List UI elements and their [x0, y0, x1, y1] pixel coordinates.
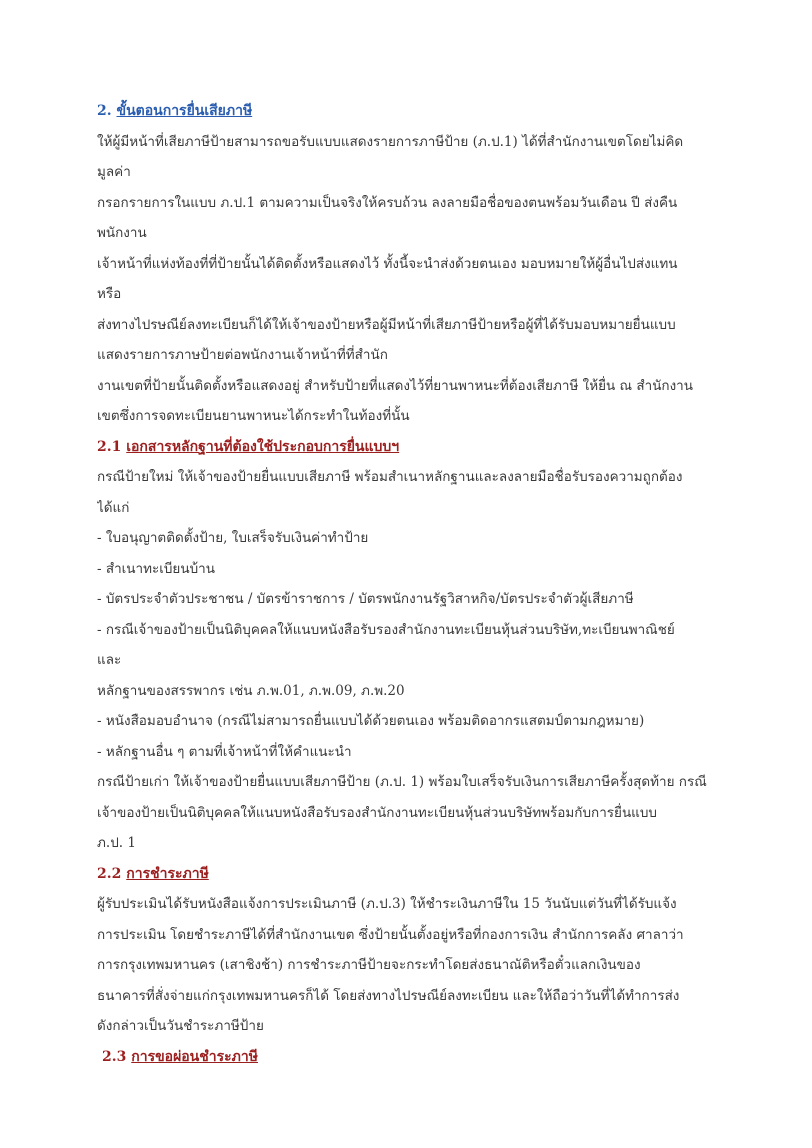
- section-2-line: ให้ผู้มีหน้าที่เสียภาษีป้ายสามารถขอรับแบบแสดงรายการภาษีป้าย (ภ.ป.1) ได้ที่สำนักงานเขตโดยไม่คิด: [97, 133, 684, 150]
- section-2-line: กรอกรายการในแบบ ภ.ป.1 ตามความเป็นจริงให้ครบถ้วน ลงลายมือชื่อของตนพร้อมวันเดือน ปี ส่งคืน: [97, 194, 678, 211]
- section-2-1-number: 2.1: [97, 438, 122, 455]
- section-2-1-line: ภ.ป. 1: [97, 835, 136, 851]
- section-2-line: พนักงาน: [97, 225, 147, 241]
- section-2-2-number: 2.2: [97, 865, 122, 882]
- section-2-1-line: และ: [97, 652, 122, 668]
- section-2-2-line: ดังกล่าวเป็นวันชำระภาษีป้าย: [97, 1018, 264, 1034]
- section-2-line: หรือ: [97, 286, 122, 302]
- section-2-1-title: เอกสารหลักฐานที่ต้องใช้ประกอบการยื่นแบบฯ: [126, 438, 400, 455]
- section-2-line: งานเขตที่ป้ายนั้นติดตั้งหรือแสดงอยู่ สำหรับป้ายที่แสดงไว้ที่ยานพาหนะที่ต้องเสียภาษี ให้ยื่น ณ สำนักงาน: [97, 377, 693, 394]
- section-2-1-list-item: - กรณีเจ้าของป้ายเป็นนิติบุคคลให้แนบหนังสือรับรองสำนักงานทะเบียนหุ้นส่วนบริษัท,ทะเบียนพาณิชย์: [97, 621, 675, 638]
- section-2-line: เขตซึ่งการจดทะเบียนยานพาหนะได้กระทำในท้องที่นั้น: [97, 408, 410, 424]
- section-2-1-line: กรณีป้ายเก่า ให้เจ้าของป้ายยื่นแบบเสียภาษีป้าย (ภ.ป. 1) พร้อมใบเสร็จรับเงินการเสียภาษีครั้งสุดท้าย กรณี: [97, 774, 707, 790]
- section-2-1-line: เจ้าของป้ายเป็นนิติบุคคลให้แนบหนังสือรับรองสำนักงานทะเบียนหุ้นส่วนบริษัทพร้อมกับการยื่นแบบ: [97, 804, 658, 821]
- section-2-title: ขั้นตอนการยื่นเสียภาษี: [116, 103, 253, 119]
- section-2-1-line: หลักฐานของสรรพากร เช่น ภ.พ.01, ภ.พ.09, ภ.พ.20: [97, 682, 405, 699]
- section-2-heading: [97, 96, 737, 127]
- section-2-number: 2.: [97, 103, 112, 119]
- section-2-line: มูลค่า: [97, 164, 131, 180]
- section-2-1-list-item: - สำเนาทะเบียนบ้าน: [97, 560, 215, 577]
- section-2-1-list-item: - หนังสือมอบอำนาจ (กรณีไม่สามารถยื่นแบบได้ด้วยตนเอง พร้อมติดอากรแสตมป์ตามกฎหมาย): [97, 713, 645, 729]
- section-2-2-line: การกรุงเทพมหานคร (เสาชิงช้า) การชำระภาษีป้ายจะกระทำโดยส่งธนาณัติหรือตั๋วแลกเงินของ: [97, 957, 641, 973]
- section-2-1-list-item: - ใบอนุญาตติดตั้งป้าย, ใบเสร็จรับเงินค่าทำป้าย: [97, 530, 369, 546]
- section-2-line: แสดงรายการภาษป้ายต่อพนักงานเจ้าหน้าที่ที่สำนัก: [97, 347, 388, 363]
- section-2-1-line: ได้แก่: [97, 499, 130, 516]
- section-2-1-heading: [97, 432, 737, 463]
- section-2-2-heading: [97, 859, 737, 890]
- section-2-2-line: การประเมิน โดยชำระภาษีได้ที่สำนักงานเขต ซึ่งป้ายนั้นตั้งอยู่หรือที่กองการเงิน สำนักการคลัง ศาลาว่า: [97, 926, 684, 943]
- section-2-3-heading: [97, 1042, 737, 1073]
- section-2-line: เจ้าหน้าที่แห่งท้องที่ที่ป้ายนั้นได้ติดตั้งหรือแสดงไว้ ทั้งนี้จะนำส่งด้วยตนเอง มอบหมายให้ผู้อื่นไปส่งแทน: [97, 255, 678, 272]
- section-2-2-line: ธนาคารที่สั่งจ่ายแก่กรุงเทพมหานครก็ได้ โดยส่งทางไปรษณีย์ลงทะเบียน และให้ถือว่าวันที่ได้ทำการส่ง: [97, 987, 680, 1004]
- section-2-3-title: การขอผ่อนชำระภาษี: [131, 1048, 258, 1065]
- section-2-1-list-item: - บัตรประจำตัวประชาชน / บัตรข้าราชการ / บัตรพนักงานรัฐวิสาหกิจ/บัตรประจำตัวผู้เสียภาษี: [97, 591, 634, 607]
- section-2-3-number: 2.3: [102, 1048, 127, 1065]
- section-2-1-line: กรณีป้ายใหม่ ให้เจ้าของป้ายยื่นแบบเสียภาษี พร้อมสำเนาหลักฐานและลงลายมือชื่อรับรองความถูกต้อง: [97, 469, 683, 485]
- section-2-line: ส่งทางไปรษณีย์ลงทะเบียนก็ได้ให้เจ้าของป้ายหรือผู้มีหน้าที่เสียภาษีป้ายหรือผู้ที่ได้รับมอบหมายยื่นแบบ: [97, 316, 676, 333]
- document-content: [97, 96, 737, 1072]
- section-2-2-line: ผู้รับประเมินได้รับหนังสือแจ้งการประเมินภาษี (ภ.ป.3) ให้ชำระเงินภาษีใน 15 วันนับแต่วันที่ได้รับแจ้ง: [97, 896, 677, 912]
- section-2-2-title: การชำระภาษี: [126, 865, 209, 882]
- section-2-1-list-item: - หลักฐานอื่น ๆ ตามที่เจ้าหน้าที่ให้คำแนะนำ: [97, 743, 352, 760]
